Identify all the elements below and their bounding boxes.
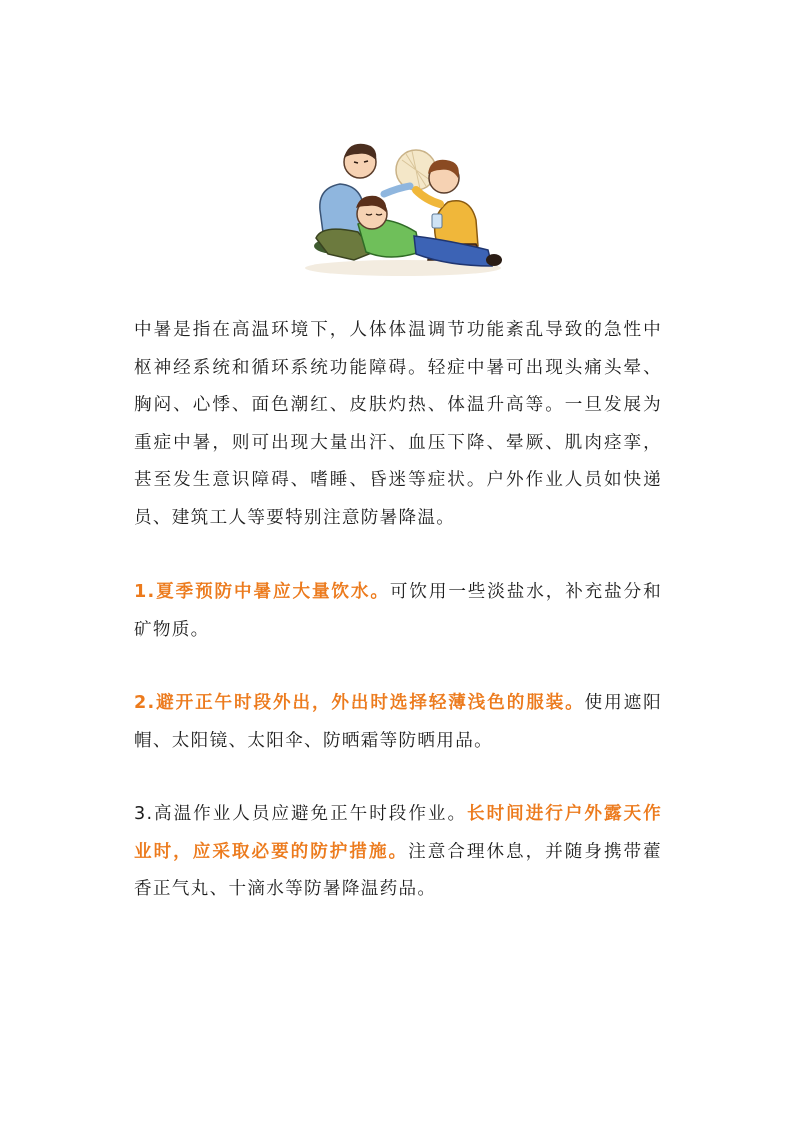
tip-3-paragraph [134,796,662,909]
tip-1-text: 可饮用一些淡盐水，补充盐分和矿物质。 [134,582,662,640]
first-aid-illustration [298,128,504,278]
intro-paragraph: 中暑是指在高温环境下，人体体温调节功能紊乱导致的急性中枢神经系统和循环系统功能障碍。轻症中暑可出现头痛头晕、胸闷、心悸、面色潮红、皮肤灼热、体温升高等。一旦发展为重症中暑，则可出现大量出汗、血压下降、晕厥、肌肉痉挛，甚至发生意识障碍、嗜睡、昏迷等症状。户外作业人员如快递员、建筑工人等要特别注意防暑降温。 [134,320,662,528]
tip-2-highlight: 2.避开正午时段外出，外出时选择轻薄浅色的服装。 [134,693,585,713]
tip-3-text: 注意合理休息，并随身携带藿香正气丸、十滴水等防暑降温药品。 [134,841,663,899]
tip-1-highlight: 1.夏季预防中暑应大量饮水。 [134,582,390,602]
tip-3-pre-text: 3.高温作业人员应避免正午时段作业。 [134,804,468,824]
tip-1-paragraph [134,574,662,649]
tip-3-highlight: 长时间进行户外露天作业时，应采取必要的防护措施。 [134,804,662,862]
article-body [134,312,662,945]
first-aid-heatstroke-icon [298,128,504,278]
tip-2-text: 使用遮阳帽、太阳镜、太阳伞、防晒霜等防晒用品。 [134,693,662,751]
tip-2-paragraph [134,685,662,760]
